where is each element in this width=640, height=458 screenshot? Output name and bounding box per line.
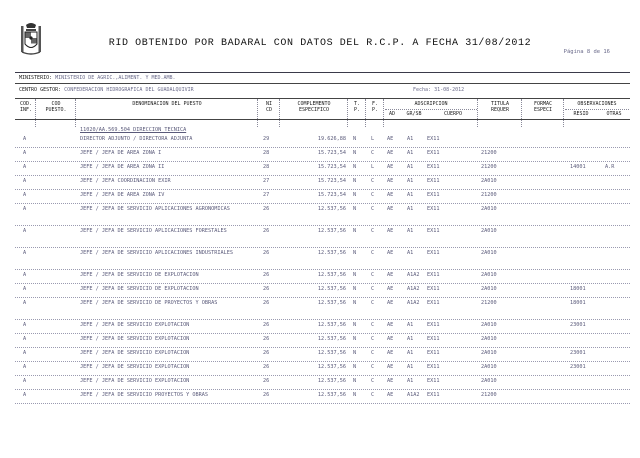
cell-den: JEFE / JEFA DE SERVICIO DE PROYECTOS Y OBRAS bbox=[80, 300, 218, 306]
divider bbox=[15, 83, 630, 84]
cell-re: 23001 bbox=[570, 364, 586, 370]
ministerio-value: MINISTERIO DE AGRIC.,ALIMENT. Y MED.AMB. bbox=[55, 75, 176, 81]
cell-tp: N bbox=[353, 364, 357, 370]
cell-tp: N bbox=[353, 272, 357, 278]
cell-ce: 12.537,56 bbox=[317, 300, 346, 306]
col-divider bbox=[35, 99, 36, 127]
cell-ad: AE bbox=[387, 378, 394, 384]
cell-ni: 29 bbox=[263, 136, 270, 142]
table-row bbox=[15, 190, 630, 204]
col-fp: F. P. bbox=[371, 101, 379, 113]
header-divider bbox=[15, 119, 630, 120]
cell-ni: 26 bbox=[263, 350, 270, 356]
cell-ni: 26 bbox=[263, 392, 270, 398]
cell-inf: A bbox=[23, 178, 27, 184]
table-row bbox=[15, 334, 630, 348]
cell-ad: AE bbox=[387, 364, 394, 370]
cell-tp: N bbox=[353, 378, 357, 384]
subheader-divider bbox=[565, 109, 629, 110]
cell-ce: 12.537,56 bbox=[317, 250, 346, 256]
cell-ce: 12.537,56 bbox=[317, 322, 346, 328]
cell-fp: C bbox=[371, 364, 375, 370]
cell-gr: A1 bbox=[407, 150, 414, 156]
table-row bbox=[15, 148, 630, 162]
cell-gr: A1 bbox=[407, 378, 414, 384]
col-divider bbox=[279, 99, 280, 127]
cell-ot: A.R bbox=[605, 164, 615, 170]
unit-heading: 11020/AA.569.504 DIRECCION TECNICA bbox=[80, 127, 187, 133]
cell-den: JEFE / JEFA DE SERVICIO EXPLOTACION bbox=[80, 336, 190, 342]
table-row bbox=[15, 376, 630, 390]
cell-ad: AE bbox=[387, 336, 394, 342]
cell-den: JEFE / JEFA DE AREA ZONA II bbox=[80, 164, 165, 170]
cell-ti: 2A010 bbox=[481, 378, 497, 384]
col-gr: GR/SB bbox=[406, 111, 422, 117]
table-row bbox=[15, 362, 630, 376]
ministerio-label: MINISTERIO: bbox=[19, 75, 53, 81]
cell-fp: C bbox=[371, 250, 375, 256]
cell-ni: 26 bbox=[263, 272, 270, 278]
cell-cu: EX11 bbox=[427, 322, 440, 328]
cell-ti: 21200 bbox=[481, 164, 497, 170]
cell-den: JEFE / JEFA DE SERVICIO APLICACIONES INDUSTRIALES bbox=[80, 250, 234, 256]
col-tp: T. P. bbox=[353, 101, 361, 113]
cell-inf: A bbox=[23, 164, 27, 170]
table-row bbox=[15, 204, 630, 226]
cell-fp: C bbox=[371, 392, 375, 398]
cell-ti: 2A010 bbox=[481, 178, 497, 184]
cell-ti: 2A010 bbox=[481, 250, 497, 256]
table-row bbox=[15, 284, 630, 298]
cell-den: JEFE / JEFA DE SERVICIO DE EXPLOTACION bbox=[80, 286, 199, 292]
cell-inf: A bbox=[23, 378, 27, 384]
cell-den: JEFE / JEFA COORDINACION EXIR bbox=[80, 178, 171, 184]
cell-inf: A bbox=[23, 228, 27, 234]
cell-tp: N bbox=[353, 336, 357, 342]
cell-tp: N bbox=[353, 136, 357, 142]
cell-fp: C bbox=[371, 300, 375, 306]
col-divider bbox=[347, 99, 348, 127]
cell-ad: AE bbox=[387, 228, 394, 234]
cell-ad: AE bbox=[387, 250, 394, 256]
cell-den: JEFE / JEFA DE SERVICIO PROYECTOS Y OBRAS bbox=[80, 392, 209, 398]
cell-den: JEFE / JEFA DE SERVICIO EXPLOTACION bbox=[80, 350, 190, 356]
cell-fp: C bbox=[371, 350, 375, 356]
col-ad: AD bbox=[388, 111, 396, 117]
cell-cu: EX11 bbox=[427, 300, 440, 306]
cell-cu: EX11 bbox=[427, 286, 440, 292]
cell-ti: 2A010 bbox=[481, 350, 497, 356]
cell-den: JEFE / JEFA DE SERVICIO APLICACIONES FORESTALES bbox=[80, 228, 227, 234]
cell-ni: 26 bbox=[263, 286, 270, 292]
cell-ce: 12.537,56 bbox=[317, 336, 346, 342]
cell-cu: EX11 bbox=[427, 150, 440, 156]
cell-ti: 2A010 bbox=[481, 286, 497, 292]
col-denominacion: DENOMINACION DEL PUESTO bbox=[132, 101, 202, 107]
cell-ad: AE bbox=[387, 286, 394, 292]
cell-ni: 27 bbox=[263, 192, 270, 198]
col-cod-puesto: COD PUESTO. bbox=[45, 101, 67, 113]
cell-gr: A1 bbox=[407, 136, 414, 142]
cell-ad: AE bbox=[387, 192, 394, 198]
cell-gr: A1A2 bbox=[407, 286, 420, 292]
cell-ti: 2A010 bbox=[481, 322, 497, 328]
col-observaciones: OBSERVACIONES bbox=[577, 101, 617, 107]
col-divider bbox=[477, 99, 478, 127]
table-row bbox=[15, 320, 630, 334]
col-divider bbox=[383, 99, 384, 127]
cell-tp: N bbox=[353, 286, 357, 292]
cell-tp: N bbox=[353, 164, 357, 170]
col-divider bbox=[257, 99, 258, 127]
col-adscripcion: ADSCRIPCION bbox=[414, 101, 448, 107]
cell-ni: 26 bbox=[263, 250, 270, 256]
cell-ce: 12.537,56 bbox=[317, 364, 346, 370]
subheader-divider bbox=[385, 109, 477, 110]
cell-cu: EX11 bbox=[427, 178, 440, 184]
ministerio-line bbox=[19, 75, 176, 81]
cell-tp: N bbox=[353, 228, 357, 234]
cell-inf: A bbox=[23, 364, 27, 370]
cell-den: JEFE / JEFA DE SERVICIO APLICACIONES AGRONOMICAS bbox=[80, 206, 230, 212]
cell-ni: 26 bbox=[263, 206, 270, 212]
cell-gr: A1 bbox=[407, 206, 414, 212]
cell-cu: EX11 bbox=[427, 336, 440, 342]
cell-inf: A bbox=[23, 336, 27, 342]
table-row bbox=[15, 270, 630, 284]
cell-inf: A bbox=[23, 136, 27, 142]
cell-den: DIRECTOR ADJUNTO / DIRECTORA ADJUNTA bbox=[80, 136, 193, 142]
cell-gr: A1 bbox=[407, 228, 414, 234]
cell-inf: A bbox=[23, 192, 27, 198]
cell-re: 14001 bbox=[570, 164, 586, 170]
cell-inf: A bbox=[23, 206, 27, 212]
cell-ni: 27 bbox=[263, 178, 270, 184]
cell-inf: A bbox=[23, 350, 27, 356]
col-cod-inf: COD. INF. bbox=[19, 101, 33, 113]
cell-ce: 15.723,54 bbox=[317, 178, 346, 184]
cell-cu: EX11 bbox=[427, 364, 440, 370]
cell-inf: A bbox=[23, 272, 27, 278]
centro-line bbox=[19, 87, 194, 93]
report-table bbox=[15, 72, 630, 412]
cell-inf: A bbox=[23, 250, 27, 256]
cell-gr: A1A2 bbox=[407, 272, 420, 278]
table-row bbox=[15, 348, 630, 362]
col-divider bbox=[75, 99, 76, 127]
cell-tp: N bbox=[353, 178, 357, 184]
cell-re: 18001 bbox=[570, 300, 586, 306]
page-number: Página 8 de 16 bbox=[563, 49, 610, 55]
cell-ad: AE bbox=[387, 272, 394, 278]
cell-ni: 26 bbox=[263, 336, 270, 342]
cell-cu: EX11 bbox=[427, 192, 440, 198]
cell-ad: AE bbox=[387, 350, 394, 356]
cell-inf: A bbox=[23, 150, 27, 156]
cell-fp: C bbox=[371, 178, 375, 184]
table-row bbox=[15, 298, 630, 320]
cell-gr: A1 bbox=[407, 336, 414, 342]
cell-tp: N bbox=[353, 206, 357, 212]
col-complemento: COMPLEMENTO ESPECIFICO bbox=[297, 101, 331, 113]
cell-tp: N bbox=[353, 300, 357, 306]
cell-ad: AE bbox=[387, 136, 394, 142]
cell-fp: L bbox=[371, 136, 375, 142]
cell-ni: 26 bbox=[263, 300, 270, 306]
col-cuerpo: CUERPO bbox=[443, 111, 463, 117]
cell-inf: A bbox=[23, 286, 27, 292]
cell-tp: N bbox=[353, 192, 357, 198]
cell-ce: 15.723,54 bbox=[317, 192, 346, 198]
cell-cu: EX11 bbox=[427, 228, 440, 234]
cell-inf: A bbox=[23, 392, 27, 398]
cell-fp: C bbox=[371, 286, 375, 292]
table-row bbox=[15, 390, 630, 404]
cell-inf: A bbox=[23, 322, 27, 328]
cell-gr: A1A2 bbox=[407, 300, 420, 306]
cell-fp: L bbox=[371, 164, 375, 170]
cell-ce: 12.537,56 bbox=[317, 392, 346, 398]
cell-gr: A1 bbox=[407, 350, 414, 356]
table-row bbox=[15, 226, 630, 248]
cell-tp: N bbox=[353, 350, 357, 356]
cell-ce: 12.537,56 bbox=[317, 286, 346, 292]
centro-label: CENTRO GESTOR: bbox=[19, 87, 62, 93]
cell-ce: 12.537,56 bbox=[317, 206, 346, 212]
cell-ce: 12.537,56 bbox=[317, 350, 346, 356]
report-title: RID OBTENIDO POR BADARAL CON DATOS DEL R.C.P. A FECHA 31/08/2012 bbox=[108, 38, 532, 49]
col-divider bbox=[521, 99, 522, 127]
centro-value: CONFEDERACION HIDROGRAFICA DEL GUADALQUIVIR bbox=[64, 87, 194, 93]
cell-gr: A1 bbox=[407, 192, 414, 198]
cell-cu: EX11 bbox=[427, 350, 440, 356]
cell-den: JEFE / JEFA DE AREA ZONA IV bbox=[80, 192, 165, 198]
cell-cu: EX11 bbox=[427, 378, 440, 384]
cell-ni: 26 bbox=[263, 364, 270, 370]
cell-gr: A1 bbox=[407, 178, 414, 184]
cell-tp: N bbox=[353, 150, 357, 156]
cell-cu: EX11 bbox=[427, 392, 440, 398]
col-ni-cd: NI CD bbox=[265, 101, 273, 113]
cell-ni: 28 bbox=[263, 150, 270, 156]
cell-tp: N bbox=[353, 250, 357, 256]
cell-ad: AE bbox=[387, 164, 394, 170]
col-divider bbox=[563, 99, 564, 127]
col-titula: TITULA REQUER bbox=[490, 101, 510, 113]
table-row bbox=[15, 162, 630, 176]
cell-ce: 12.537,56 bbox=[317, 272, 346, 278]
cell-gr: A1 bbox=[407, 164, 414, 170]
cell-ni: 26 bbox=[263, 378, 270, 384]
cell-fp: C bbox=[371, 192, 375, 198]
cell-fp: C bbox=[371, 150, 375, 156]
cell-re: 18001 bbox=[570, 286, 586, 292]
cell-den: JEFE / JEFA DE SERVICIO EXPLOTACION bbox=[80, 322, 190, 328]
cell-cu: EX11 bbox=[427, 206, 440, 212]
cell-ni: 28 bbox=[263, 164, 270, 170]
cell-ce: 12.537,56 bbox=[317, 378, 346, 384]
cell-ad: AE bbox=[387, 322, 394, 328]
cell-gr: A1 bbox=[407, 322, 414, 328]
cell-gr: A1A2 bbox=[407, 392, 420, 398]
col-resid: RESID bbox=[573, 111, 589, 117]
cell-ce: 19.626,88 bbox=[317, 136, 346, 142]
cell-ti: 2A010 bbox=[481, 364, 497, 370]
cell-fp: C bbox=[371, 336, 375, 342]
cell-fp: C bbox=[371, 206, 375, 212]
cell-den: JEFE / JEFA DE SERVICIO DE EXPLOTACION bbox=[80, 272, 199, 278]
table-row bbox=[15, 248, 630, 270]
cell-fp: C bbox=[371, 322, 375, 328]
cell-ce: 12.537,56 bbox=[317, 228, 346, 234]
table-row bbox=[15, 134, 630, 148]
cell-ce: 15.723,54 bbox=[317, 150, 346, 156]
col-formac: FORMAC ESPECI bbox=[533, 101, 553, 113]
col-divider bbox=[365, 99, 366, 127]
cell-cu: EX11 bbox=[427, 136, 440, 142]
cell-re: 23001 bbox=[570, 350, 586, 356]
cell-ti: 2A010 bbox=[481, 272, 497, 278]
cell-ni: 26 bbox=[263, 228, 270, 234]
cell-ti: 2A010 bbox=[481, 336, 497, 342]
col-otras: OTRAS bbox=[606, 111, 622, 117]
cell-fp: C bbox=[371, 272, 375, 278]
cell-tp: N bbox=[353, 392, 357, 398]
report-date: Fecha: 31-08-2012 bbox=[413, 87, 465, 93]
cell-inf: A bbox=[23, 300, 27, 306]
cell-cu: EX11 bbox=[427, 272, 440, 278]
cell-ti: 21200 bbox=[481, 392, 497, 398]
cell-ad: AE bbox=[387, 150, 394, 156]
cell-den: JEFE / JEFA DE AREA ZONA I bbox=[80, 150, 162, 156]
cell-tp: N bbox=[353, 322, 357, 328]
cell-ti: 21200 bbox=[481, 192, 497, 198]
cell-den: JEFE / JEFA DE SERVICIO EXPLOTACION bbox=[80, 364, 190, 370]
cell-gr: A1 bbox=[407, 364, 414, 370]
cell-gr: A1 bbox=[407, 250, 414, 256]
cell-ti: 21200 bbox=[481, 150, 497, 156]
cell-ti: 21200 bbox=[481, 300, 497, 306]
cell-ad: AE bbox=[387, 206, 394, 212]
divider bbox=[15, 98, 630, 99]
cell-fp: C bbox=[371, 228, 375, 234]
cell-ti: 2A010 bbox=[481, 228, 497, 234]
cell-ni: 26 bbox=[263, 322, 270, 328]
cell-den: JEFE / JEFA DE SERVICIO EXPLOTACION bbox=[80, 378, 190, 384]
cell-ad: AE bbox=[387, 300, 394, 306]
cell-cu: EX11 bbox=[427, 250, 440, 256]
cell-ad: AE bbox=[387, 178, 394, 184]
cell-ti: 2A010 bbox=[481, 206, 497, 212]
cell-ce: 15.723,54 bbox=[317, 164, 346, 170]
cell-ad: AE bbox=[387, 392, 394, 398]
cell-re: 23001 bbox=[570, 322, 586, 328]
table-row bbox=[15, 176, 630, 190]
cell-cu: EX11 bbox=[427, 164, 440, 170]
cell-fp: C bbox=[371, 378, 375, 384]
